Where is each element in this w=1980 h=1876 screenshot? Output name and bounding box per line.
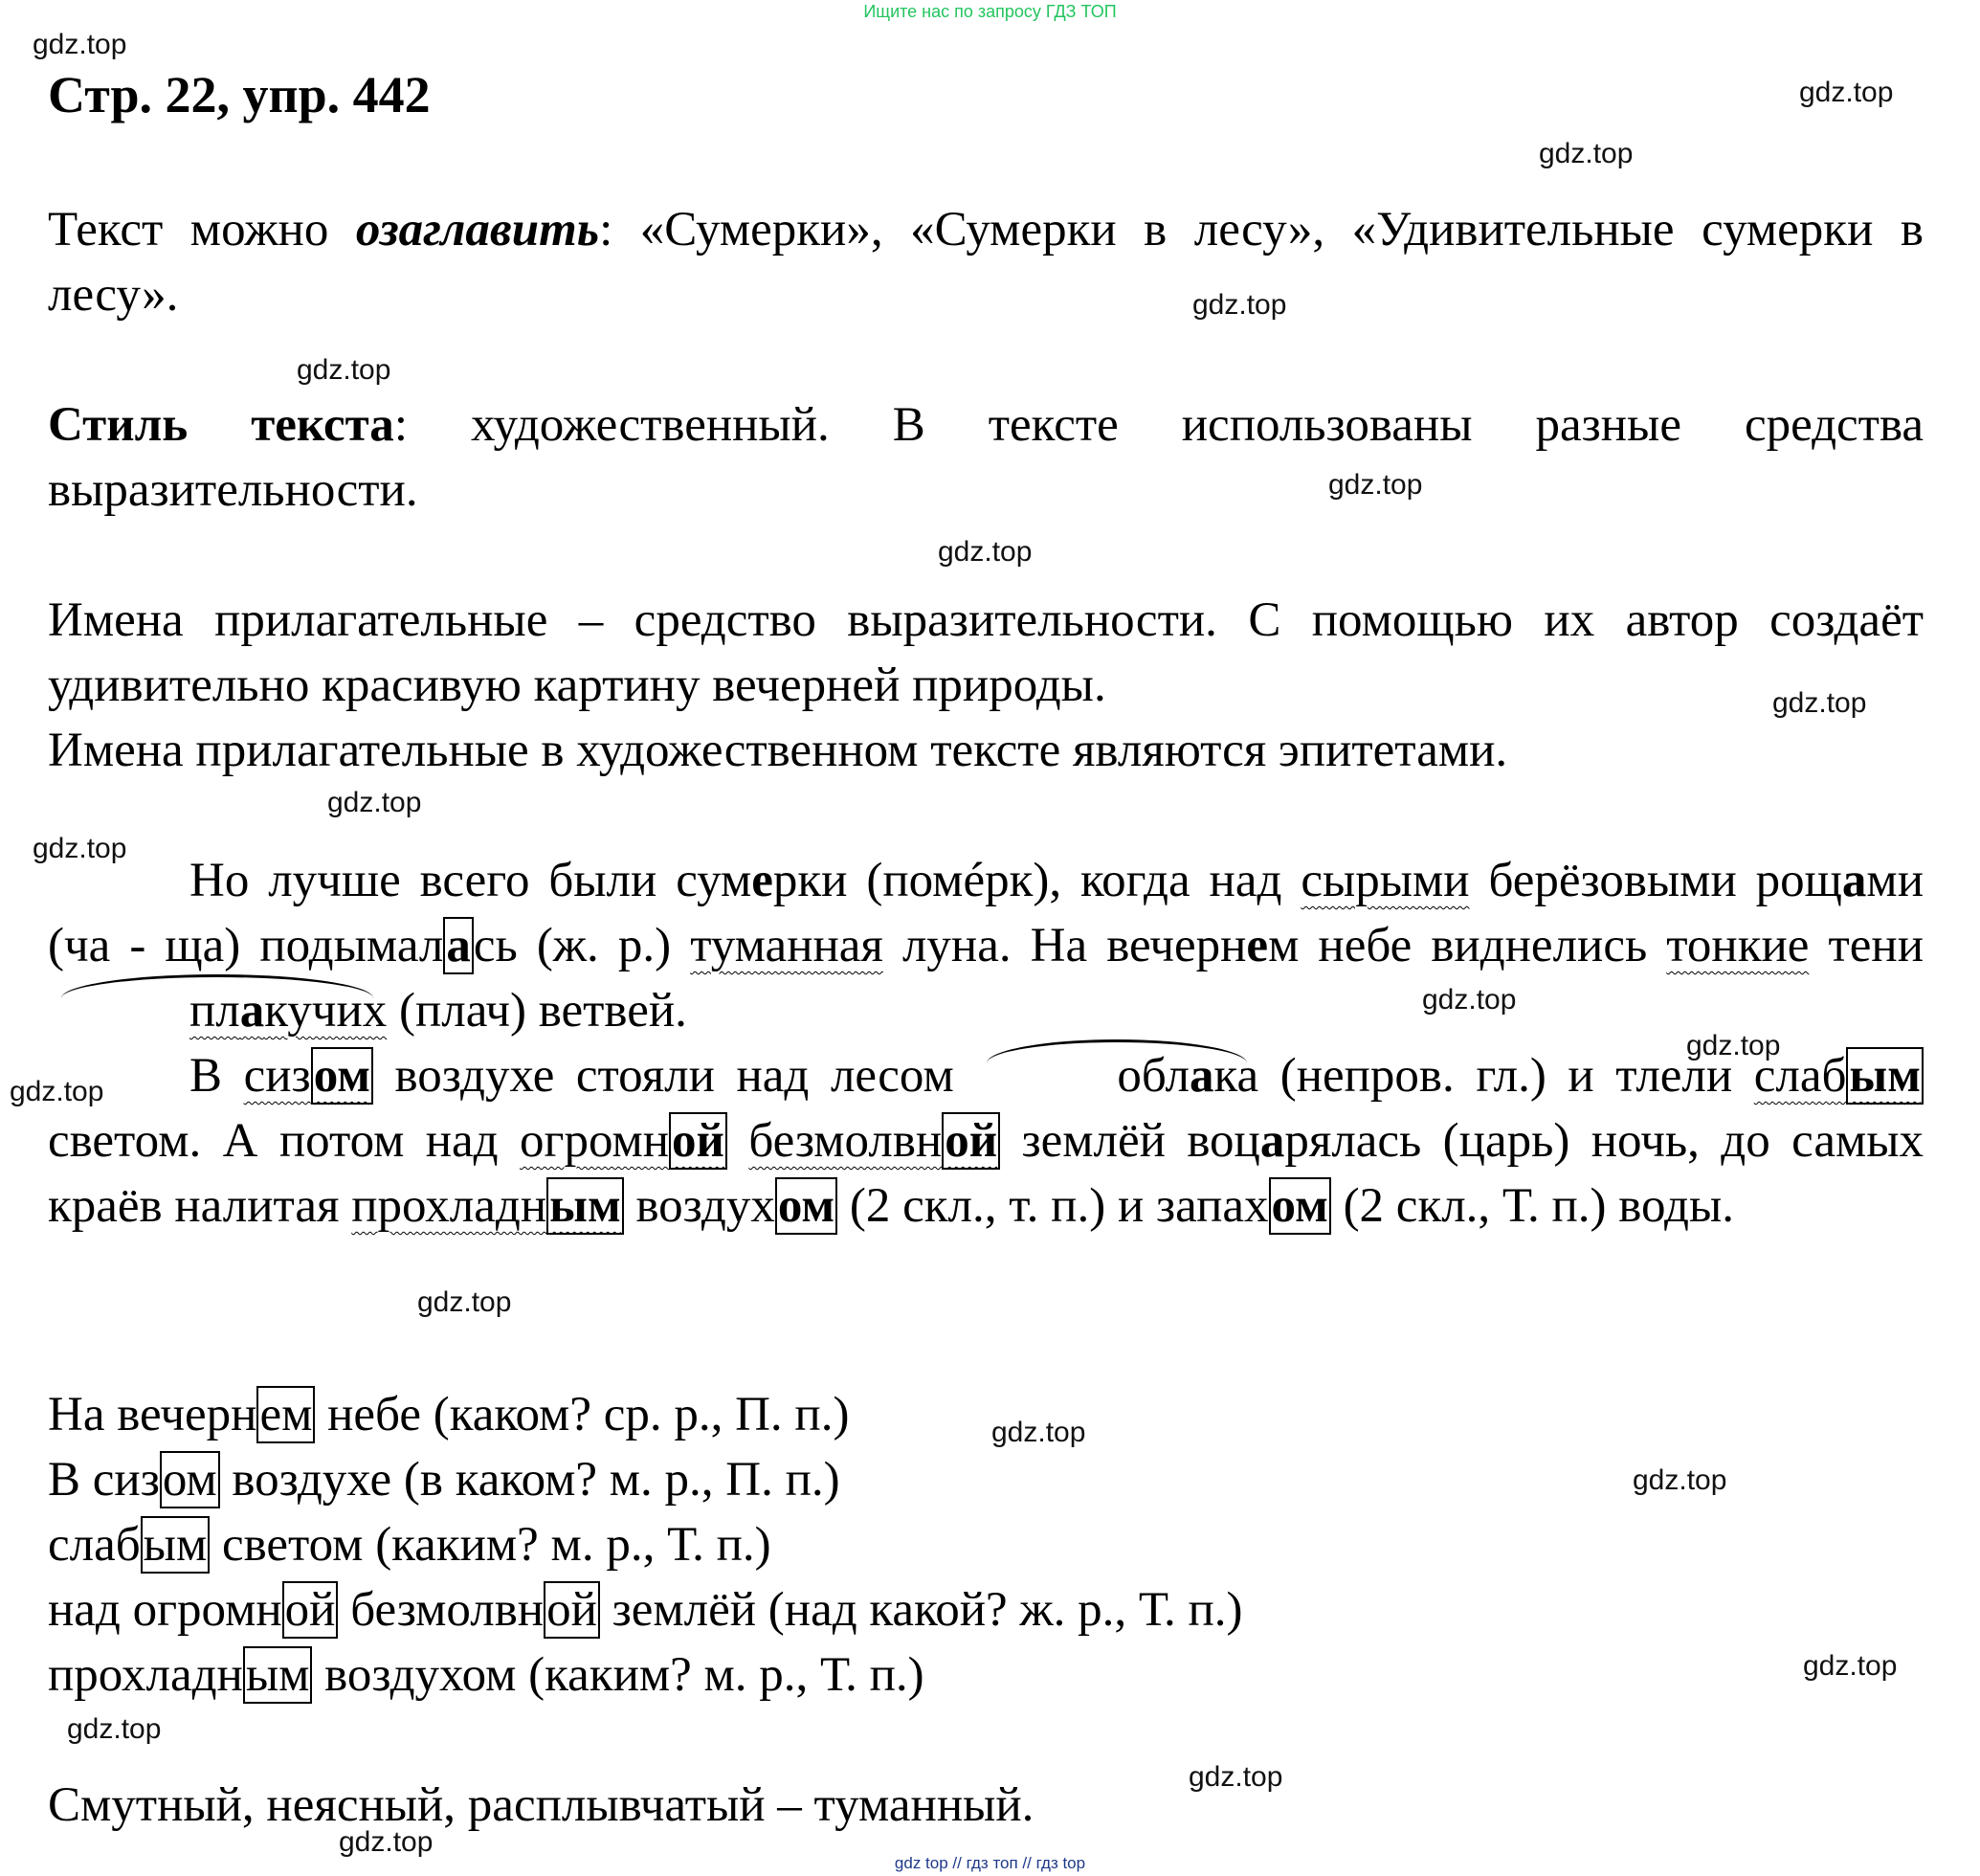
vowel: а <box>1841 854 1867 907</box>
ending-box: ом <box>775 1177 837 1235</box>
watermark: gdz.top <box>33 29 127 60</box>
vowel: а <box>1259 1114 1285 1168</box>
text: слаб <box>48 1518 141 1572</box>
text: (плач) ветвей. <box>387 984 687 1038</box>
ending-box: ой <box>544 1581 600 1639</box>
text: прохладн <box>351 1179 547 1233</box>
vowel: е <box>751 854 773 907</box>
footer-note: gdz top // гдз топ // гдз top <box>894 1854 1086 1872</box>
watermark: gdz.top <box>1422 984 1517 1016</box>
adjective <box>351 1177 623 1235</box>
synonyms-line: Смутный, неясный, расплывчатый – туманный. <box>48 1778 1034 1832</box>
text: пл <box>189 984 240 1038</box>
search-hint: Ищите нас по запросу ГДЗ ТОП <box>863 2 1117 21</box>
watermark: gdz.top <box>67 1713 162 1745</box>
list-item <box>48 1642 924 1708</box>
ending-box: ом <box>1269 1177 1331 1235</box>
text: ка <box>1213 1049 1259 1103</box>
text: землёй воц <box>1000 1114 1260 1168</box>
list-item <box>48 1577 1243 1642</box>
adjective <box>244 1047 373 1105</box>
ending-box: ым <box>243 1646 313 1704</box>
ending-box: ой <box>282 1581 339 1639</box>
ending-box: ем <box>256 1386 315 1443</box>
adjective: тонкие <box>1666 919 1810 972</box>
epithets-line: Имена прилагательные в художественном тексте являются эпитетами. <box>48 724 1508 777</box>
text: воздухе стояли над лесом <box>372 1049 976 1103</box>
watermark: gdz.top <box>1539 138 1634 169</box>
watermark: gdz.top <box>1192 289 1287 321</box>
text: Но лучше всего были сум <box>189 854 752 907</box>
keyword: озаглавить <box>355 203 600 257</box>
vowel: е <box>1246 919 1269 972</box>
text: огромн <box>520 1114 670 1168</box>
ending-box: ым <box>546 1177 624 1235</box>
text: землёй (над какой? ж. р., Т. п.) <box>599 1583 1243 1637</box>
passage-paragraph-2 <box>48 1043 1924 1239</box>
text: сь (ж. р.) <box>473 919 691 972</box>
text: безмолвн <box>338 1583 545 1637</box>
adjective: туманная <box>690 919 883 972</box>
text: берёзовыми рощ <box>1469 854 1842 907</box>
text: воздухе (в каком? м. р., П. п.) <box>219 1453 840 1507</box>
text: слаб <box>1753 1049 1847 1103</box>
text <box>727 1114 748 1168</box>
text: ми (ча - ща) подымал <box>48 854 1924 972</box>
text: кучих <box>264 984 388 1038</box>
text: безмолвн <box>748 1114 943 1168</box>
ending-box: а <box>443 917 474 974</box>
watermark: gdz.top <box>1799 77 1894 108</box>
adjective <box>748 1112 1000 1170</box>
watermark: gdz.top <box>297 354 391 386</box>
text: воздух <box>623 1179 775 1233</box>
adjective <box>520 1112 727 1170</box>
text: воздухом (каким? м. р., Т. п.) <box>312 1648 924 1702</box>
text: прохладн <box>48 1648 243 1702</box>
text: луна. На вечерн <box>882 919 1247 972</box>
adjective: сырыми <box>1301 854 1470 907</box>
watermark: gdz.top <box>1633 1464 1727 1496</box>
text: На вечерн <box>48 1388 257 1441</box>
text: : «Сумерки», «Сумерки в лесу», «Удивительные сумерки в лесу». <box>48 203 1924 322</box>
list-item <box>48 1512 771 1577</box>
text: В <box>189 1049 244 1103</box>
vowel: а <box>239 984 265 1038</box>
adjectives-paragraph: Имена прилагательные – средство выразительности. С помощью их автор создаёт удивительно красивую картину вечерней природы. <box>48 593 1924 712</box>
title-options-paragraph <box>48 197 1924 327</box>
watermark: gdz.top <box>417 1286 512 1318</box>
text: (2 скл., т. п.) и запах <box>837 1179 1269 1233</box>
text: В сиз <box>48 1453 160 1507</box>
watermark: gdz.top <box>327 787 422 818</box>
adjective <box>48 978 387 1043</box>
watermark: gdz.top <box>339 1826 434 1858</box>
watermark: gdz.top <box>1328 469 1423 501</box>
passage-paragraph-1 <box>48 848 1924 1043</box>
text: (2 скл., Т. п.) воды. <box>1330 1179 1734 1233</box>
ending-box: ой <box>669 1112 727 1170</box>
watermark: gdz.top <box>33 833 127 864</box>
text: небе (каком? ср. р., П. п.) <box>315 1388 850 1441</box>
watermark: gdz.top <box>1686 1030 1781 1061</box>
text: светом. А потом над <box>48 1114 521 1168</box>
ending-box: ым <box>141 1516 211 1574</box>
watermark: gdz.top <box>1803 1650 1898 1682</box>
text: рки (помéрк), когда над <box>772 854 1301 907</box>
watermark: gdz.top <box>10 1076 104 1107</box>
ending-box: ом <box>311 1047 373 1105</box>
text: : художественный. В тексте использованы разные средства выразительности. <box>48 398 1924 517</box>
text: обл <box>1117 1049 1190 1103</box>
text: м небе виднелись <box>1268 919 1667 972</box>
ending-box: ым <box>1846 1047 1924 1105</box>
watermark: gdz.top <box>1772 687 1867 719</box>
adjective <box>1754 1047 1924 1105</box>
list-item <box>48 1382 849 1447</box>
page-title: Стр. 22, упр. 442 <box>48 66 431 123</box>
text: сиз <box>243 1049 311 1103</box>
keyword: Стиль текста <box>48 398 394 452</box>
text-style-paragraph <box>48 392 1924 523</box>
watermark: gdz.top <box>938 536 1033 568</box>
text: Текст можно <box>48 203 356 257</box>
text: (непров. гл.) и тлели <box>1258 1049 1754 1103</box>
vowel: а <box>1189 1049 1214 1103</box>
ending-box: ой <box>942 1112 1000 1170</box>
text: над огромн <box>48 1583 282 1637</box>
ending-box: ом <box>160 1451 220 1508</box>
watermark: gdz.top <box>991 1417 1086 1448</box>
word-with-root-arc <box>975 1043 1258 1108</box>
list-item <box>48 1447 840 1512</box>
text: рялась (царь) ночь, до самых краёв налитая <box>48 1114 1924 1233</box>
text: тени <box>1809 919 1924 972</box>
watermark: gdz.top <box>1189 1761 1283 1793</box>
text: светом (каким? м. р., Т. п.) <box>210 1518 771 1572</box>
